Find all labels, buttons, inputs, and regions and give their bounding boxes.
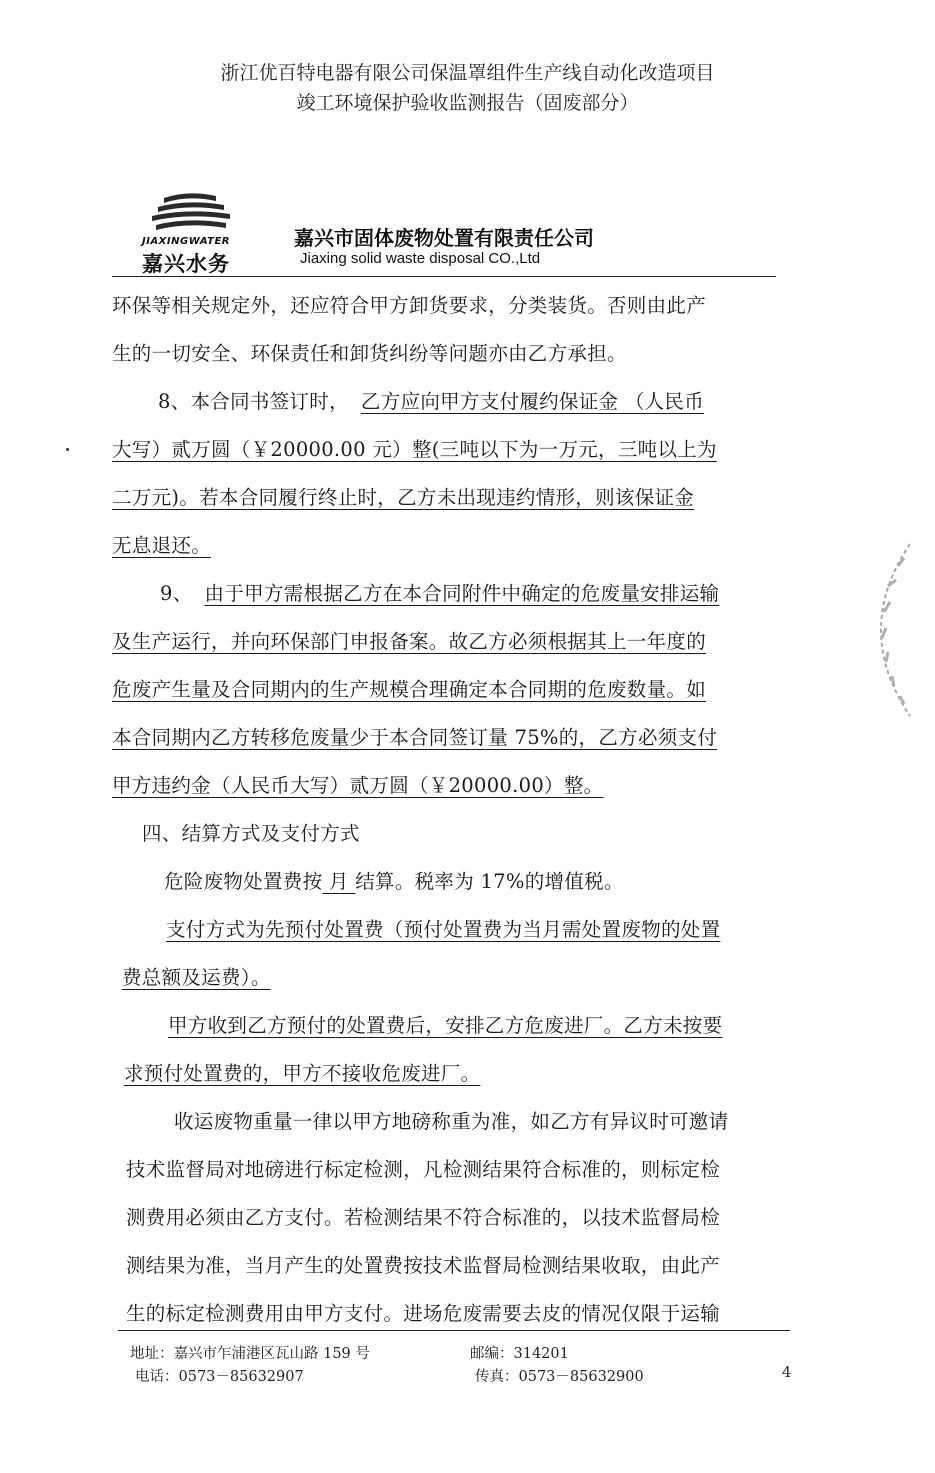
- settlement-text: 危险废物处置费按: [164, 870, 323, 893]
- settlement-line: [112, 858, 792, 906]
- text-line: [112, 618, 792, 666]
- text-line: [112, 1002, 792, 1050]
- text-line: [112, 474, 792, 522]
- footer-postcode: 邮编：314201: [470, 1346, 569, 1362]
- deposit-clause-underlined: 乙方应向甲方支付履约保证金 （人民币: [360, 390, 705, 413]
- underlined-text: 及生产运行，并向环保部门申报备案。故乙方必须根据其上一年度的: [112, 630, 707, 653]
- underlined-text: 大写）贰万圆（￥20000.00 元）整(三吨以下为一万元，三吨以上为: [112, 438, 717, 461]
- text-line: [112, 906, 792, 954]
- clause-8-line: [112, 378, 792, 426]
- clause-9-number: 9、: [160, 582, 193, 605]
- text-line: [112, 762, 792, 810]
- underlined-text: 二万元)。若本合同履行终止时，乙方未出现违约情形，则该保证金: [112, 486, 695, 509]
- water-waves-icon: [144, 192, 232, 236]
- letterhead: [110, 190, 780, 278]
- page-number: 4: [782, 1365, 792, 1381]
- footer-fax: 传真：0573－85632900: [475, 1369, 644, 1385]
- logo-english-text: JIAXINGWATER: [142, 236, 230, 247]
- text-line: 测费用必须由乙方支付。若检测结果不符合标准的，以技术监督局检: [126, 1206, 721, 1229]
- text-line: [112, 666, 792, 714]
- underlined-text: 费总额及运费）。: [122, 966, 271, 989]
- tax-rate-text: 结算。税率为 17%的增值税。: [355, 870, 624, 893]
- report-title-line-2: 竣工环境保护验收监测报告（固废部分）: [296, 92, 639, 114]
- section-heading: 四、结算方式及支付方式: [142, 822, 360, 845]
- text-line: 环保等相关规定外，还应符合甲方卸货要求，分类装货。否则由此产: [112, 294, 707, 317]
- underlined-text: 无息退还。: [112, 534, 212, 557]
- underlined-text: 本合同期内乙方转移危废量少于本合同签订量 75%的，乙方必须支付: [112, 726, 718, 749]
- scan-speck: [66, 448, 69, 451]
- clause-9-line: [112, 570, 792, 618]
- penalty-clause-underlined: 由于甲方需根据乙方在本合同附件中确定的危废量安排运输: [204, 582, 720, 605]
- text-line: 技术监督局对地磅进行标定检测，凡检测结果符合标准的，则标定检: [126, 1158, 721, 1181]
- footer-phone: 电话：0573－85632907: [135, 1369, 304, 1385]
- contract-body: [112, 282, 792, 1338]
- header-divider: [112, 276, 776, 277]
- text-line: 生的一切安全、环保责任和卸货纠纷等问题亦由乙方承担。: [112, 342, 627, 365]
- underlined-text: 甲方违约金（人民币大写）贰万圆（￥20000.00）整。: [112, 774, 604, 797]
- text-line: [112, 714, 792, 762]
- underlined-text: 甲方收到乙方预付的处置费后，安排乙方危废进厂。乙方未按要: [168, 1014, 723, 1037]
- text-line: 测结果为准，当月产生的处置费按技术监督局检测结果收取，由此产: [126, 1254, 721, 1277]
- underlined-text: 支付方式为先预付处置费（预付处置费为当月需处置废物的处置: [166, 918, 721, 941]
- company-name-english: Jiaxing solid waste disposal CO.,Ltd: [300, 250, 541, 267]
- clause-8-number: 8、本合同书签订时，: [158, 390, 349, 413]
- text-line: [112, 522, 792, 570]
- partial-seal-stamp-icon: [852, 540, 914, 720]
- report-title: [0, 58, 935, 118]
- settlement-period: 月: [322, 870, 356, 893]
- footer-address: 地址：嘉兴市乍浦港区瓦山路 159 号: [130, 1346, 370, 1362]
- underlined-text: 求预付处置费的，甲方不接收危废进厂。: [124, 1062, 481, 1085]
- footer-divider: [118, 1330, 790, 1331]
- logo-chinese-text: 嘉兴水务: [142, 252, 230, 276]
- company-logo: [130, 190, 242, 276]
- text-line: [112, 954, 792, 1002]
- text-line: [112, 1050, 792, 1098]
- text-line: [112, 426, 792, 474]
- report-title-line-1: 浙江优百特电器有限公司保温罩组件生产线自动化改造项目: [220, 62, 715, 84]
- text-line: 生的标定检测费用由甲方支付。进场危废需要去皮的情况仅限于运输: [126, 1302, 721, 1325]
- text-line: 收运废物重量一律以甲方地磅称重为准，如乙方有异议时可邀请: [174, 1110, 729, 1133]
- underlined-text: 危废产生量及合同期内的生产规模合理确定本合同期的危废数量。如: [112, 678, 707, 701]
- company-name-chinese: 嘉兴市固体废物处置有限责任公司: [294, 226, 594, 250]
